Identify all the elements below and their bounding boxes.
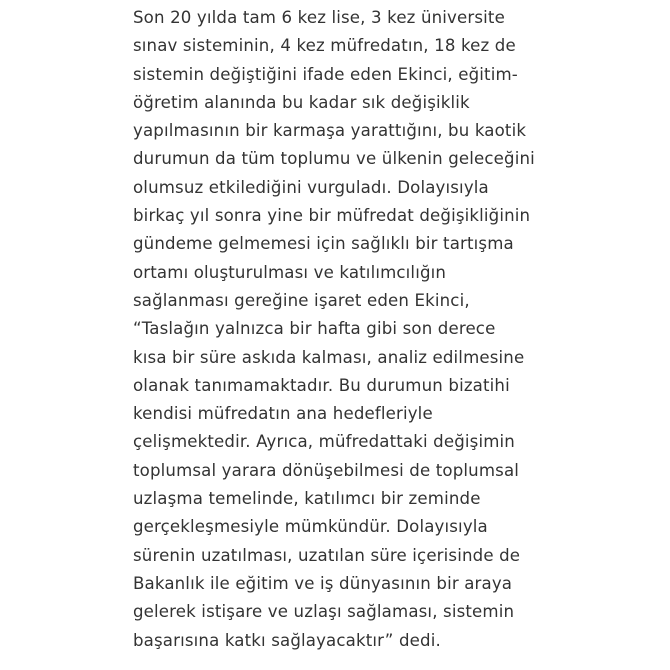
paragraph-line: gündeme gelmemesi için sağlıklı bir tartışma	[133, 234, 514, 254]
paragraph-line: olumsuz etkilediğini vurguladı. Dolayısıyla	[133, 177, 489, 197]
paragraph-line: “Taslağın yalnızca bir hafta gibi son derece	[133, 319, 496, 339]
paragraph-line: uzlaşma temelinde, katılımcı bir zeminde	[133, 489, 481, 509]
paragraph-line: başarısına katkı sağlayacaktır” dedi.	[133, 630, 441, 650]
paragraph-line: sistemin değiştiğini ifade eden Ekinci, eğitim-	[133, 64, 518, 84]
paragraph-line: ortamı oluşturulması ve katılımcılığın	[133, 262, 447, 282]
paragraph-line: sınav sisteminin, 4 kez müfredatın, 18 kez de	[133, 36, 516, 56]
paragraph-line: yapılmasının bir karmaşa yarattığını, bu kaotik	[133, 121, 527, 141]
paragraph-line: sürenin uzatılması, uzatılan süre içerisinde de	[133, 545, 521, 565]
paragraph-line: sağlanması gereğine işaret eden Ekinci,	[133, 290, 470, 310]
paragraph-line: birkaç yıl sonra yine bir müfredat değişikliğinin	[133, 206, 531, 226]
paragraph-line: Son 20 yılda tam 6 kez lise, 3 kez üniversite	[133, 8, 505, 27]
paragraph-line: kısa bir süre askıda kalması, analiz edilmesine	[133, 347, 525, 367]
paragraph-line: Bakanlık ile eğitim ve iş dünyasının bir araya	[133, 573, 513, 593]
article-paragraph	[133, 4, 663, 655]
paragraph-line: kendisi müfredatın ana hedefleriyle	[133, 404, 433, 424]
paragraph-line: toplumsal yarara dönüşebilmesi de toplumsal	[133, 460, 520, 480]
paragraph-line: durumun da tüm toplumu ve ülkenin geleceğini	[133, 149, 535, 169]
paragraph-line: olanak tanımamaktadır. Bu durumun bizatihi	[133, 375, 510, 395]
paragraph-line: gelerek istişare ve uzlaşı sağlaması, sistemin	[133, 602, 515, 622]
paragraph-line: gerçekleşmesiyle mümkündür. Dolayısıyla	[133, 517, 488, 537]
paragraph-line: öğretim alanında bu kadar sık değişiklik	[133, 92, 470, 112]
paragraph-line: çelişmektedir. Ayrıca, müfredattaki değişimin	[133, 432, 515, 452]
